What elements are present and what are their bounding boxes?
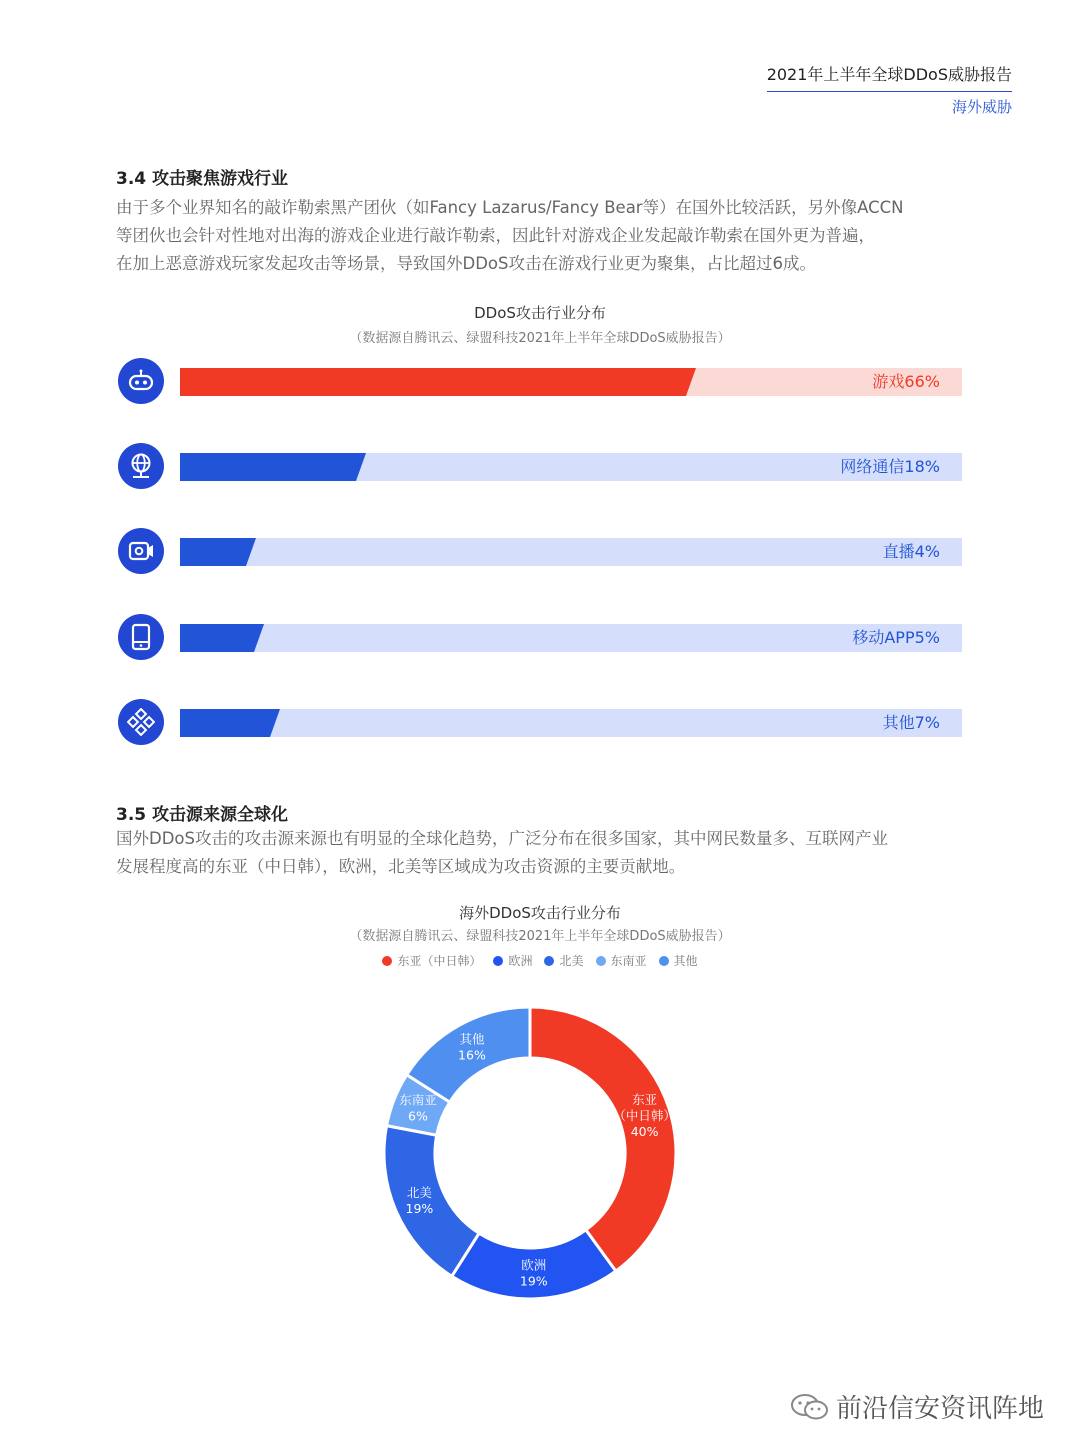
gamepad-icon: [118, 358, 164, 404]
donut-slice-label: 6%: [408, 1108, 428, 1124]
donut-slice-label: 北美: [406, 1184, 432, 1200]
watermark: [790, 1388, 1044, 1425]
bar-chart-title: DDoS攻击行业分布: [474, 304, 606, 322]
donut-slice-label: 19%: [519, 1273, 548, 1289]
bar-fill: [180, 709, 280, 737]
bar-fill: [180, 368, 696, 396]
bar-value-label: 其他7%: [882, 713, 940, 732]
bar-track: [180, 453, 962, 481]
bar-value-label: 网络通信18%: [840, 457, 940, 476]
legend-item: [544, 952, 583, 969]
donut-chart-source: （数据源自腾讯云、绿盟科技2021年上半年全球DDoS威胁报告）: [349, 929, 731, 944]
bar-track: [180, 709, 962, 737]
section-paragraph-gaming: [116, 194, 976, 278]
bar-fill: [180, 538, 256, 566]
watermark-text: 前沿信安资讯阵地: [835, 1394, 1044, 1424]
donut-svg: [380, 1003, 680, 1303]
donut-slice-label: 其他: [459, 1031, 485, 1047]
bar-track: [180, 368, 962, 396]
legend-swatch: [544, 956, 554, 966]
donut-chart-title: 海外DDoS攻击行业分布: [459, 904, 621, 922]
globe-network-icon: [118, 443, 164, 489]
bar-value-label: 移动APP5%: [852, 628, 940, 647]
legend-swatch: [493, 956, 503, 966]
wechat-icon: [790, 1392, 830, 1422]
paragraph-line: 由于多个业界知名的敲诈勒索黑产团伙（如Fancy Lazarus/Fancy Bear等）在国外比较活跃，另外像ACCN: [116, 198, 904, 217]
region-donut-chart: [380, 1003, 680, 1303]
donut-legend: [0, 952, 1080, 969]
mobile-app-icon: [118, 614, 164, 660]
bar-value-label: 直播4%: [882, 542, 940, 561]
legend-label: 东南亚: [610, 954, 647, 968]
section-title-global: 3.5 攻击源来源全球化: [116, 805, 289, 825]
bar-fill: [180, 453, 366, 481]
legend-item: [382, 952, 481, 969]
report-section-label: 海外威胁: [951, 98, 1012, 116]
legend-item: [493, 952, 532, 969]
donut-slice-label: 40%: [630, 1123, 659, 1139]
bar-track: [180, 624, 962, 652]
diamond-grid-icon: [118, 699, 164, 745]
bar-row-0: [118, 358, 962, 406]
paragraph-line: 发展程度高的东亚（中日韩），欧洲，北美等区域成为攻击资源的主要贡献地。: [116, 857, 686, 876]
donut-slice-label: （中日韩）: [613, 1107, 676, 1123]
donut-slice: [530, 1007, 676, 1271]
bar-row-1: [118, 443, 962, 491]
legend-label: 其他: [673, 954, 698, 968]
section-paragraph-global: [116, 825, 976, 881]
paragraph-line: 在加上恶意游戏玩家发起攻击等场景，导致国外DDoS攻击在游戏行业更为聚集，占比超过6成。: [116, 254, 816, 273]
paragraph-line: 等团伙也会针对性地对出海的游戏企业进行敲诈勒索，因此针对游戏企业发起敲诈勒索在国外更为普遍，: [116, 226, 875, 245]
donut-slice-label: 东亚: [632, 1091, 658, 1107]
legend-swatch: [382, 956, 392, 966]
bar-row-2: [118, 528, 962, 576]
legend-swatch: [659, 956, 669, 966]
legend-item: [659, 952, 698, 969]
legend-swatch: [596, 956, 606, 966]
section-title-gaming: 3.4 攻击聚焦游戏行业: [116, 169, 289, 189]
donut-slice-label: 16%: [458, 1047, 486, 1063]
legend-label: 欧洲: [508, 954, 533, 968]
bar-chart-source: （数据源自腾讯云、绿盟科技2021年上半年全球DDoS威胁报告）: [349, 331, 731, 346]
paragraph-line: 国外DDoS攻击的攻击源来源也有明显的全球化趋势，广泛分布在很多国家，其中网民数量多、互联网产业: [116, 829, 888, 848]
camera-icon: [118, 528, 164, 574]
bar-row-4: [118, 699, 962, 747]
bar-value-label: 游戏66%: [872, 372, 940, 391]
donut-slice-label: 东南亚: [399, 1092, 437, 1108]
report-title: 2021年上半年全球DDoS威胁报告: [767, 62, 1012, 92]
donut-slice-label: 欧洲: [521, 1257, 547, 1273]
legend-item: [596, 952, 647, 969]
legend-label: 北美: [559, 954, 584, 968]
bar-track: [180, 538, 962, 566]
donut-slice-label: 19%: [405, 1200, 434, 1216]
bar-row-3: [118, 614, 962, 662]
bar-fill: [180, 624, 264, 652]
legend-label: 东亚（中日韩）: [397, 954, 482, 968]
